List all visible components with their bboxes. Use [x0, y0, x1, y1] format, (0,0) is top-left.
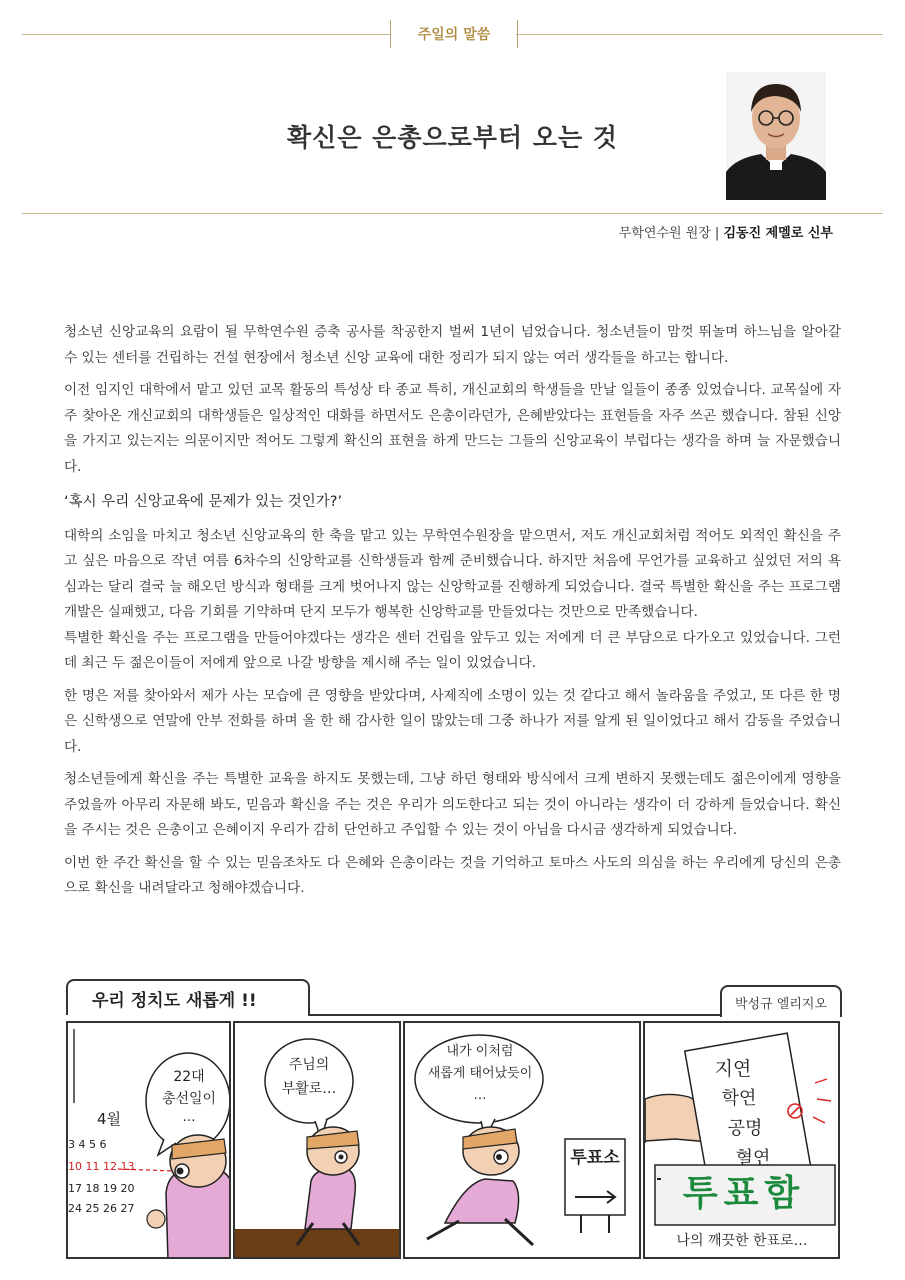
article-body: [64, 320, 841, 909]
ballot-box-label: 투표함: [682, 1173, 806, 1214]
author-line: [619, 222, 833, 241]
comic-credit: 박성규 엘리지오: [720, 985, 842, 1017]
paragraph: 청소년 신앙교육의 요람이 될 무학연수원 증축 공사를 착공한지 벌써 1년이 넘었습니다. 청소년들이 맘껏 뛰놀며 하느님을 알아갈 수 있는 센터를 건립하는 건설 현장에서 청소년 신앙 교육에 대한 정리가 되지 않는 여러 생각들을 하고는 합니다.: [64, 324, 841, 366]
panel-1-bubble-line-2: 총선일이: [161, 1091, 217, 1107]
author-name: 김동진 제멜로 신부: [723, 226, 833, 241]
quote-line: ‘혹시 우리 신앙교육에 문제가 있는 것인가?’: [64, 494, 343, 510]
comic-panel-4: [643, 1021, 840, 1259]
panel-3-bubble-line-2: 새롭게 태어났듯이: [427, 1066, 533, 1081]
panel-2-bubble-line-2: 부활로…: [281, 1081, 337, 1097]
paragraph: 특별한 확신을 주는 프로그램을 만들어야겠다는 생각은 센터 건립을 앞두고 있는 저에게 더 큰 부담으로 다가오고 있었습니다. 그런데 최근 두 젊은이들이 저에게 앞으로 나갈 방향을 제시해 주는 일이 있었습니다.: [64, 629, 841, 671]
paragraph: 이전 임지인 대학에서 맡고 있던 교목 활동의 특성상 타 종교 특히, 개신교회의 학생들을 만날 일들이 종종 있었습니다. 교목실에 자주 찾아온 개신교회의 대학생들은 일상적인 대화를 하면서도 은총이라던가, 은혜받았다는 표현들을 자주 쓰곤 했습니다. 참된 신앙을 가지고 있는지는 의문이지만 적어도 그렇게 확신의 표현을 하게 만드는 그들의 신앙교육이 부럽다는 생각을 하며 늘 자문했습니다.: [64, 382, 841, 475]
header-rule-right: [516, 34, 883, 35]
comic-panel-1: [66, 1021, 231, 1259]
comic-panel-3: [403, 1021, 641, 1259]
calendar-month: 4월: [96, 1110, 122, 1128]
calendar-row: 24 25 26 27: [68, 1202, 135, 1215]
ballot-item: 공명: [727, 1118, 763, 1139]
comic-title: 우리 정치도 새롭게 !!: [66, 979, 310, 1015]
panel-3-bubble-line-1: 내가 이처럼: [446, 1044, 514, 1059]
author-photo: [726, 72, 826, 200]
header-rule-left: [22, 34, 390, 35]
calendar-row: 17 18 19 20: [68, 1182, 135, 1195]
title-rule: [22, 213, 883, 214]
author-role: 무학연수원 원장 |: [618, 226, 720, 241]
calendar-row: 3 4 5 6: [68, 1138, 107, 1151]
paragraph: 청소년들에게 확신을 주는 특별한 교육을 하지도 못했는데, 그냥 하던 형태와 방식에서 크게 변하지 못했는데도 젊은이에게 영향을 주었을까 아무리 자문해 봐도, 믿음과 확신을 주는 것은 우리가 의도한다고 되는 것이 아니라는 생각이 더 강하게 들었습니다. 확신을 주시는 것은 은총이고 은혜이지 우리가 감히 단언하고 주입할 수 있는 것이 아님을 다시금 생각하게 되었습니다.: [64, 771, 841, 838]
panel-3-bubble-line-3: …: [473, 1088, 487, 1103]
polling-station-sign: 투표소: [570, 1148, 620, 1168]
ballot-item: 지연: [714, 1058, 752, 1080]
ballot-item: 혈연: [735, 1148, 771, 1169]
panel-4-caption: 나의 깨끗한 한표로…: [676, 1233, 808, 1249]
section-label: 주일의 말씀: [390, 20, 518, 48]
article-title: 확신은 은총으로부터 오는 것: [287, 123, 618, 152]
paragraph: 대학의 소임을 마치고 청소년 신앙교육의 한 축을 맡고 있는 무학연수원장을 맡으면서, 저도 개신교회처럼 적어도 외적인 확신을 주고 싶은 마음으로 작년 여름 6차수의 신앙학교를 신학생들과 함께 준비했습니다. 하지만 처음에 무언가를 교육하고 싶었던 저의 욕심과는 달리 결국 늘 해오던 방식과 형태를 크게 벗어나지 않는 신앙학교를 진행하게 되었습니다. 결국 특별한 확신을 주는 프로그램 개발은 실패했고, 다음 기회를 기약하며 단지 모두가 행복한 신앙학교를 만들었다는 것만으로 만족했습니다.: [64, 527, 841, 620]
comic-header-line: [308, 1014, 720, 1016]
paragraph: 한 명은 저를 찾아와서 제가 사는 모습에 큰 영향을 받았다며, 사제직에 소명이 있는 것 같다고 해서 놀라움을 주었고, 또 다른 한 명은 신학생으로 연말에 안부 전화를 하며 올 한 해 감사한 일이 많았는데 그중 하나가 저를 알게 된 일이었다고 해서 감동을 주었습니다.: [64, 687, 841, 755]
ballot-item: 학연: [721, 1088, 757, 1109]
paragraph: 이번 한 주간 확신을 할 수 있는 믿음조차도 다 은혜와 은총이라는 것을 기억하고 토마스 사도의 의심을 하는 우리에게 당신의 은총으로 확신을 내려달라고 청해야겠습니다.: [64, 854, 841, 896]
panel-1-bubble-line-3: …: [182, 1110, 196, 1125]
calendar-row: 10 11 12 13: [68, 1160, 135, 1173]
panel-1-bubble-line-1: 22대: [173, 1069, 205, 1085]
panel-2-bubble-line-1: 주님의: [288, 1057, 330, 1073]
comic-panel-2: [233, 1021, 401, 1259]
